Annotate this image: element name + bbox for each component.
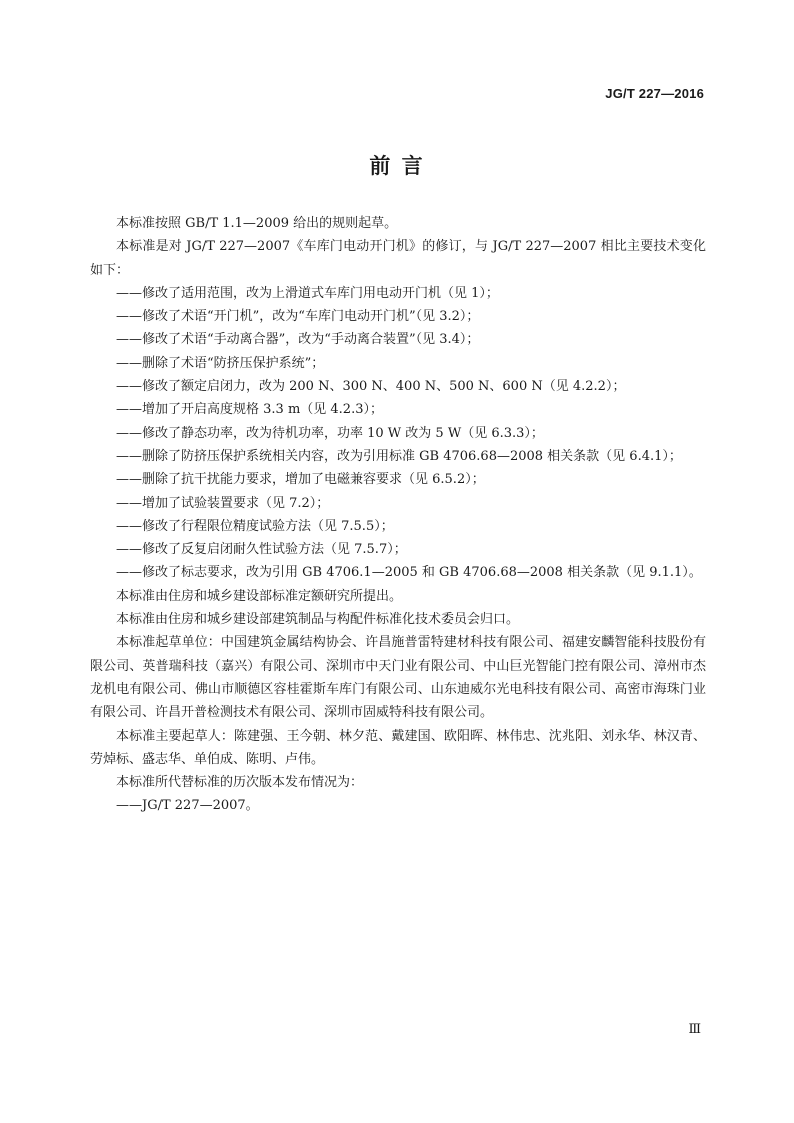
paragraph-under-jurisdiction: 本标准由住房和城乡建设部建筑制品与构配件标准化技术委员会归口。 — [116, 612, 520, 628]
document-body — [90, 212, 706, 818]
changes-list — [90, 282, 706, 585]
list-item: ——增加了试验装置要求（见 7.2）； — [116, 495, 330, 511]
list-item: ——修改了标志要求，改为引用 GB 4706.1—2005 和 GB 4706.68—2008 相关条款（见 9.1.1）。 — [116, 565, 702, 581]
list-item: ——修改了适用范围，改为上滑道式车库门用电动开门机（见 1）； — [116, 285, 499, 301]
list-item: ——修改了反复启闭耐久性试验方法（见 7.5.7）； — [116, 542, 407, 558]
paragraph-drafting-units: 本标准起草单位：中国建筑金属结构协会、许昌施普雷特建材科技有限公司、福建安麟智能科技股份有限公司、英普瑞科技（嘉兴）有限公司、深圳市中天门业有限公司、中山巨光智能门控有限公司、漳州市杰龙机电有限公司、佛山市顺德区容桂霍斯车库门有限公司、山东迪威尔光电科技有限公司、高密市海珠门业有限公司、许昌开普检测技术有限公司、深圳市固威特科技有限公司。 — [90, 635, 706, 721]
list-item: ——增加了开启高度规格 3.3 m（见 4.2.3）； — [116, 402, 383, 418]
paragraph-drafting-rule: 本标准按照 GB/T 1.1—2009 给出的规则起草。 — [116, 216, 398, 231]
page-number: Ⅲ — [688, 1022, 701, 1037]
document-code: JG/T 227—2016 — [605, 86, 704, 101]
list-item: ——删除了抗干扰能力要求，增加了电磁兼容要求（见 6.5.2）； — [116, 472, 485, 488]
history-list — [90, 794, 706, 817]
list-item: ——删除了术语“防挤压保护系统”； — [116, 355, 325, 371]
list-item: ——修改了静态功率，改为待机功率，功率 10 W 改为 5 W（见 6.3.3）； — [116, 425, 544, 441]
paragraph-proposed-by: 本标准由住房和城乡建设部标准定额研究所提出。 — [116, 588, 403, 604]
list-item: ——JG/T 227—2007。 — [116, 798, 259, 814]
list-item: ——修改了术语“开门机”，改为“车库门电动开门机”（见 3.2）； — [116, 309, 480, 325]
list-item: ——删除了防挤压保护系统相关内容，改为引用标准 GB 4706.68—2008 相关条款（见 6.4.1）； — [116, 448, 682, 464]
page-title: 前 言 — [369, 154, 425, 178]
paragraph-drafters: 本标准主要起草人：陈建强、王今朝、林夕范、戴建国、欧阳晖、林伟忠、沈兆阳、刘永华、林汉青、劳焯标、盛志华、单伯成、陈明、卢伟。 — [90, 728, 706, 767]
paragraph-history-intro: 本标准所代替标准的历次版本发布情况为： — [116, 775, 364, 791]
paragraph-revision-intro: 本标准是对 JG/T 227—2007《车库门电动开门机》的修订，与 JG/T 227—2007 相比主要技术变化如下： — [90, 239, 706, 278]
list-item: ——修改了额定启闭力，改为 200 N、300 N、400 N、500 N、600 N（见 4.2.2）； — [116, 379, 626, 395]
list-item: ——修改了行程限位精度试验方法（见 7.5.5）； — [116, 518, 394, 534]
list-item: ——修改了术语“手动离合器”，改为“手动离合装置”（见 3.4）； — [116, 332, 480, 348]
